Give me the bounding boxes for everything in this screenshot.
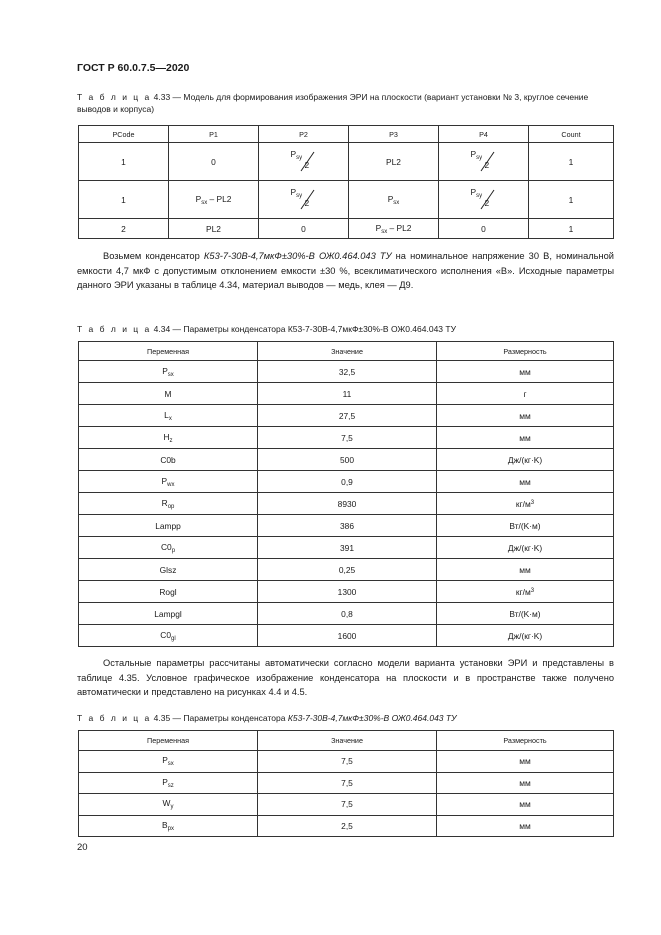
unit-cell: г	[437, 383, 614, 405]
unit-cell: мм	[437, 361, 614, 383]
table-title: 4.35 — Параметры конденсатора	[151, 713, 288, 723]
table-row	[79, 383, 614, 405]
table-row	[79, 794, 614, 816]
cell: 1	[79, 181, 169, 219]
table-label: Т а б л и ц а	[77, 324, 152, 334]
fraction-slash	[289, 187, 319, 211]
table-row	[79, 405, 614, 427]
variable-cell: Glsz	[79, 559, 258, 581]
psy-half-fraction	[469, 149, 499, 173]
variable-cell: $W_y$	[79, 794, 258, 816]
fraction-cell	[259, 181, 349, 219]
cell: 1	[529, 143, 614, 181]
fraction-slash	[469, 187, 499, 211]
variable-cell: C0b	[79, 449, 258, 471]
variable-cell: $B_{px}$	[79, 815, 258, 837]
unit-cell: Вт/(K·м)	[437, 515, 614, 537]
table-row	[79, 449, 614, 471]
value-cell: 1600	[258, 625, 437, 647]
psy-half-fraction	[289, 149, 319, 173]
unit-cell: мм	[437, 815, 614, 837]
table-row	[79, 581, 614, 603]
table-row	[79, 559, 614, 581]
col-header: Размерность	[437, 342, 614, 361]
unit-cell: мм	[437, 772, 614, 794]
table-title-italic: К53-7-30В-4,7мкФ±30%-В ОЖ0.464.043 ТУ	[287, 713, 457, 723]
cell: PL2	[169, 219, 259, 239]
unit-cell: мм	[437, 405, 614, 427]
value-cell: 0,25	[258, 559, 437, 581]
fraction-cell	[259, 143, 349, 181]
col-header: Значение	[258, 731, 437, 751]
page-number: 20	[77, 842, 88, 853]
psy-half-fraction	[289, 187, 319, 211]
unit-cell: Дж/(кг·K)	[437, 537, 614, 559]
denominator: 2	[484, 197, 490, 208]
cell: 0	[439, 219, 529, 239]
value-cell: 7,5	[258, 751, 437, 773]
value-cell: 391	[258, 537, 437, 559]
table-row	[79, 537, 614, 559]
unit-cell: $кг/м^3$	[437, 581, 614, 603]
table-title: 4.33 — Модель для формирования изображения ЭРИ на плоскости (вариант установки № 3, круглое сечение выводов и корпуса)	[77, 92, 589, 114]
table-row	[79, 143, 614, 181]
numerator: $P_{sy}$	[290, 186, 303, 199]
col-header: P2	[259, 126, 349, 143]
col-header: Размерность	[437, 731, 614, 751]
col-header: P1	[169, 126, 259, 143]
table-row	[79, 471, 614, 493]
value-cell: 7,5	[258, 772, 437, 794]
value-cell: 27,5	[258, 405, 437, 427]
cell: 0	[259, 219, 349, 239]
col-header: PCode	[79, 126, 169, 143]
variable-cell: Lampgl	[79, 603, 258, 625]
cell: PL2	[349, 143, 439, 181]
table-row	[79, 493, 614, 515]
unit-cell: Дж/(кг·K)	[437, 625, 614, 647]
col-header: Переменная	[79, 731, 258, 751]
table-title: 4.34 — Параметры конденсатора К53-7-30В-4,7мкФ±30%-В ОЖ0.464.043 ТУ	[151, 324, 456, 334]
table-row	[79, 815, 614, 837]
table-row	[79, 361, 614, 383]
variable-cell: $C0_{gl}$	[79, 625, 258, 647]
cell: 1	[529, 219, 614, 239]
table-label: Т а б л и ц а	[77, 713, 152, 723]
unit-cell: мм	[437, 471, 614, 493]
variable-cell: Lampp	[79, 515, 258, 537]
cell: $P_{sx} - PL2$	[169, 181, 259, 219]
fraction-slash	[289, 149, 319, 173]
col-header: Значение	[258, 342, 437, 361]
fraction-slash	[469, 149, 499, 173]
standard-header: ГОСТ Р 60.0.7.5—2020	[77, 62, 190, 74]
value-cell: 11	[258, 383, 437, 405]
unit-cell: Дж/(кг·K)	[437, 449, 614, 471]
cell: $P_{sx}$	[349, 181, 439, 219]
value-cell: 0,9	[258, 471, 437, 493]
cell: 1	[79, 143, 169, 181]
variable-cell: $C0_p$	[79, 537, 258, 559]
value-cell: 386	[258, 515, 437, 537]
col-header: P3	[349, 126, 439, 143]
table-4-35	[78, 730, 614, 837]
value-cell: 500	[258, 449, 437, 471]
table-4-34-caption	[77, 323, 456, 335]
unit-cell: мм	[437, 794, 614, 816]
value-cell: 7,5	[258, 427, 437, 449]
value-cell: 2,5	[258, 815, 437, 837]
fraction-cell	[439, 143, 529, 181]
table-row	[79, 772, 614, 794]
variable-cell: M	[79, 383, 258, 405]
value-cell: 0,8	[258, 603, 437, 625]
unit-cell: мм	[437, 559, 614, 581]
value-cell: 8930	[258, 493, 437, 515]
table-4-33	[78, 125, 614, 239]
col-header: P4	[439, 126, 529, 143]
cell: 1	[529, 181, 614, 219]
col-header: Count	[529, 126, 614, 143]
value-cell: 1300	[258, 581, 437, 603]
unit-cell: мм	[437, 427, 614, 449]
denominator: 2	[304, 197, 310, 208]
numerator: $P_{sy}$	[290, 148, 303, 161]
table-label: Т а б л и ц а	[77, 92, 152, 102]
fraction-cell	[439, 181, 529, 219]
table-row	[79, 603, 614, 625]
table-row	[79, 181, 614, 219]
unit-cell: $кг/м^3$	[437, 493, 614, 515]
cell: $P_{sx} - PL2$	[349, 219, 439, 239]
table-4-34	[78, 341, 614, 647]
cell: 0	[169, 143, 259, 181]
variable-cell: $P_{sz}$	[79, 772, 258, 794]
psy-half-fraction	[469, 187, 499, 211]
col-header: Переменная	[79, 342, 258, 361]
variable-cell: $R_{op}$	[79, 493, 258, 515]
table-4-33-caption	[77, 91, 617, 115]
denominator: 2	[304, 159, 310, 170]
unit-cell: мм	[437, 751, 614, 773]
table-4-35-caption	[77, 712, 457, 724]
variable-cell: $P_{wx}$	[79, 471, 258, 493]
variable-cell: $L_x$	[79, 405, 258, 427]
numerator: $P_{sy}$	[470, 186, 483, 199]
table-row	[79, 625, 614, 647]
cell: 2	[79, 219, 169, 239]
table-row	[79, 751, 614, 773]
body-paragraph-1: Возьмем конденсатор К53-7-30В-4,7мкФ±30%-В ОЖ0.464.043 ТУ на номинальное напряжение 30 В, номинальной емкости 4,7 мкФ с допустимым отклонением емкости ±30 %, всеклиматического исполнения «В». Исходные параметры данного ЭРИ указаны в таблице 4.34, материал выводов — медь, клея — Д9.	[77, 251, 615, 291]
unit-cell: Вт/(K·м)	[437, 603, 614, 625]
variable-cell: $P_{sx}$	[79, 751, 258, 773]
variable-cell: Rogl	[79, 581, 258, 603]
variable-cell: $P_{sx}$	[79, 361, 258, 383]
body-paragraph-2: Остальные параметры рассчитаны автоматически согласно модели варианта установки ЭРИ и представлены в таблице 4.35. Условное графическое изображение конденсатора на плоскости и в пространстве также получено автоматически и представлено на рисунках 4.4 и 4.5.	[77, 658, 614, 698]
numerator: $P_{sy}$	[470, 148, 483, 161]
table-row	[79, 219, 614, 239]
variable-cell: $H_z$	[79, 427, 258, 449]
value-cell: 32,5	[258, 361, 437, 383]
denominator: 2	[484, 159, 490, 170]
table-row	[79, 427, 614, 449]
value-cell: 7,5	[258, 794, 437, 816]
table-row	[79, 515, 614, 537]
